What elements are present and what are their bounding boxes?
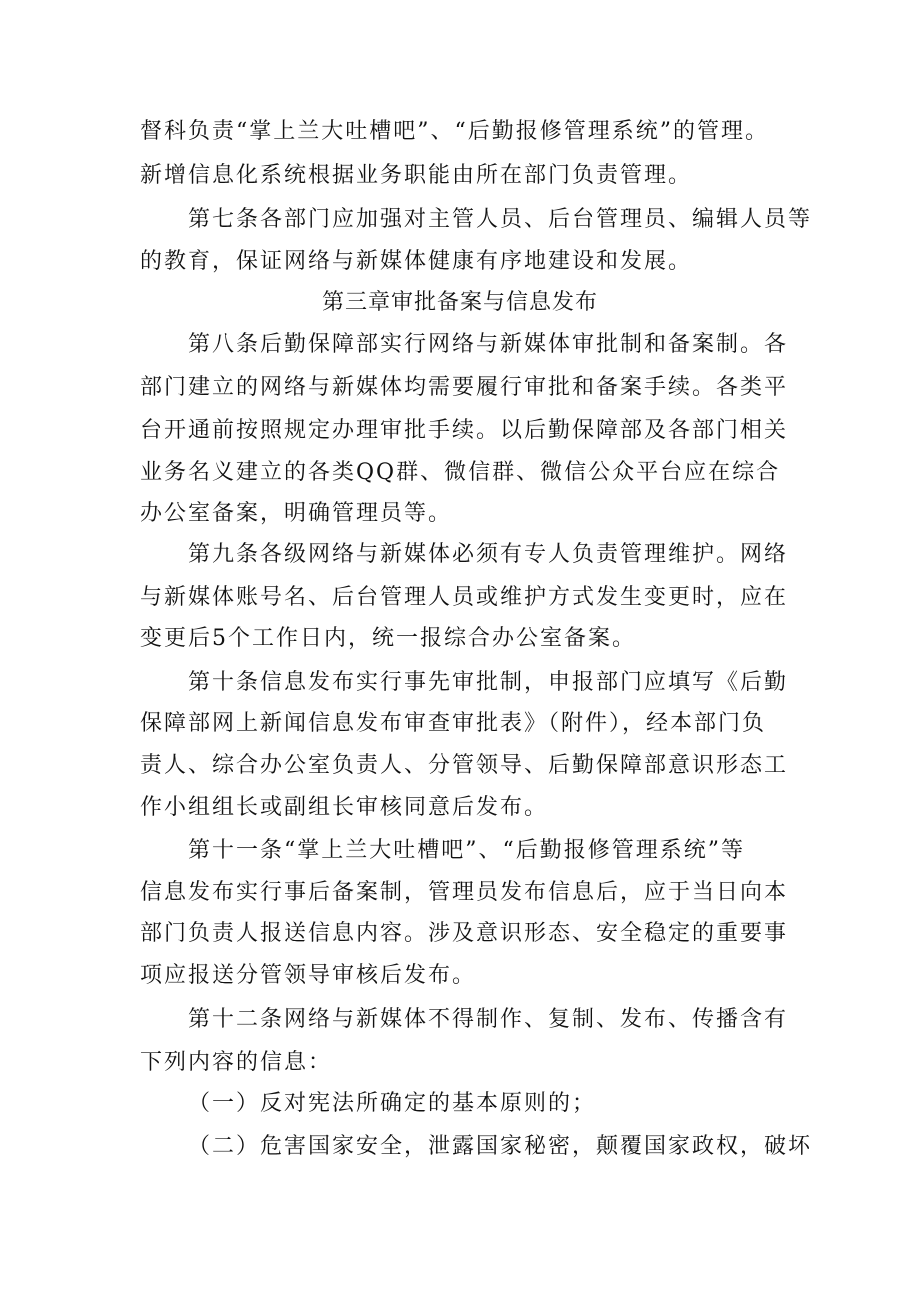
article-9-heading-line: 第九条各级网络与新媒体必须有专人负责管理维护。网络 [188,542,789,567]
paragraph-line: 项应报送分管领导审核后发布。 [140,963,477,988]
article-10-heading-line: 第十条信息发布实行事先审批制，申报部门应填写《后勤 [188,670,789,695]
paragraph-line: 与新媒体账号名、后台管理人员或维护方式发生变更时，应在 [140,585,789,610]
paragraph-line: 的教育，保证网络与新媒体健康有序地建设和发展。 [140,249,693,274]
paragraph-line: 信息发布实行事后备案制，管理员发布信息后，应于当日向本 [140,880,789,905]
paragraph-line: 作小组组长或副组长审核同意后发布。 [140,795,549,820]
chapter-3-title: 第三章审批备案与信息发布 [321,290,598,315]
paragraph-line: 部门负责人报送信息内容。涉及意识形态、安全稳定的重要事 [140,921,789,946]
paragraph-line: 部门建立的网络与新媒体均需要履行审批和备案手续。各类平 [140,375,789,400]
article-7-heading-line: 第七条各部门应加强对主管人员、后台管理员、编辑人员等 [188,207,813,232]
paragraph-line: 变更后5个工作日内，统一报综合办公室备案。 [140,626,636,651]
paragraph-line: 业务名义建立的各类QQ群、微信群、微信公众平台应在综合 [140,460,781,485]
article-12-heading-line: 第十二条网络与新媒体不得制作、复制、发布、传播含有 [188,1007,789,1032]
paragraph-line: 责人、综合办公室负责人、分管领导、后勤保障部意识形态工 [140,753,789,778]
paragraph-line: 办公室备案，明确管理员等。 [140,501,453,526]
list-item-1: （一）反对宪法所确定的基本原则的； [188,1091,597,1116]
paragraph-line: 新增信息化系统根据业务职能由所在部门负责管理。 [140,163,693,188]
article-8-heading-line: 第八条后勤保障部实行网络与新媒体审批制和备案制。各 [188,332,789,357]
paragraph-line: 督科负责“掌上兰大吐槽吧”、“后勤报修管理系统”的管理。 [140,119,769,144]
list-item-2: （二）危害国家安全，泄露国家秘密，颠覆国家政权，破坏 [188,1134,813,1159]
paragraph-line: 下列内容的信息： [140,1050,333,1075]
article-11-heading-line: 第十一条“掌上兰大吐槽吧”、“后勤报修管理系统”等 [188,838,745,863]
paragraph-line: 台开通前按照规定办理审批手续。以后勤保障部及各部门相关 [140,418,789,443]
paragraph-line: 保障部网上新闻信息发布审查审批表》（附件），经本部门负 [140,711,767,736]
